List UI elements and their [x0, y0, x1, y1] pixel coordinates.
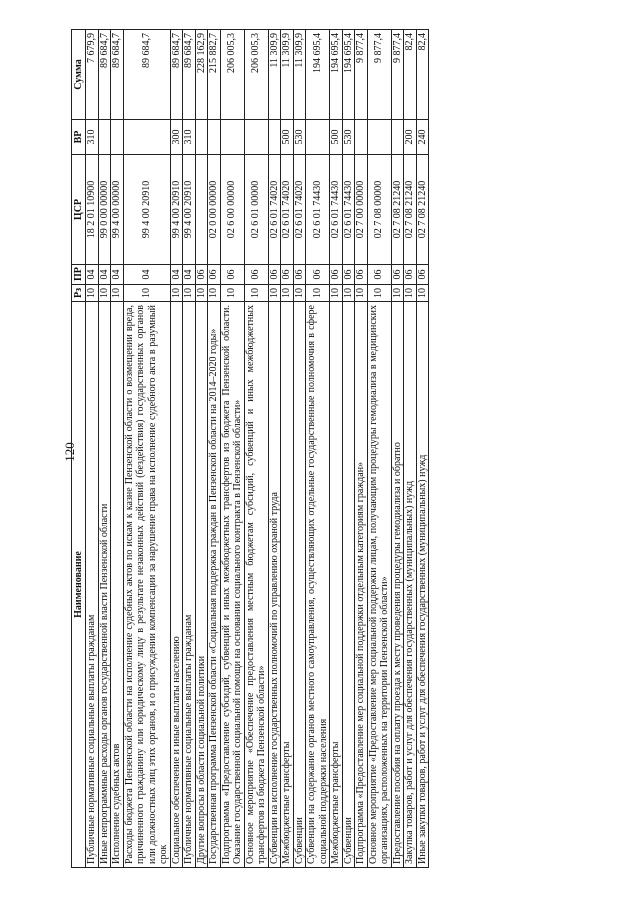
- cell-rz: 10: [268, 285, 281, 302]
- table-row: [330, 30, 343, 868]
- table-row: [416, 30, 429, 868]
- cell-csr: [195, 155, 208, 265]
- cell-vr: [367, 120, 391, 155]
- cell-name: Межбюджетные трансферты: [281, 302, 294, 868]
- cell-vr: [355, 120, 368, 155]
- cell-sum: 82,4: [416, 30, 429, 120]
- cell-rz: 10: [244, 285, 268, 302]
- cell-csr: 02 7 00 00000: [355, 155, 368, 265]
- cell-sum: 89 684,7: [111, 30, 124, 120]
- table-row: [281, 30, 294, 868]
- cell-pr: 06: [355, 265, 368, 285]
- table-row: [355, 30, 368, 868]
- cell-rz: 10: [330, 285, 343, 302]
- cell-pr: 04: [86, 265, 99, 285]
- cell-csr: 02 6 01 74020: [268, 155, 281, 265]
- cell-rz: 10: [195, 285, 208, 302]
- cell-vr: [244, 120, 268, 155]
- cell-rz: 10: [170, 285, 183, 302]
- table-row: [208, 30, 221, 868]
- header-sum: Сумма: [72, 30, 86, 120]
- budget-table-container: [71, 30, 597, 868]
- cell-rz: 10: [355, 285, 368, 302]
- cell-name: Подпрограмма «Предоставление мер социальной поддержки отдельным категориям граждан»: [355, 302, 368, 868]
- cell-name: Расходы бюджета Пензенской области на исполнение судебных актов по искам к казне Пензенской области о возмещении вреда, причиненного гражданину или юридическому лицу в результате незаконных действий (бездействия) государственных органов или должностных лиц этих органов, и о присуждении компенсации за нарушение права на исполнение судебного акта в разумный срок: [123, 302, 170, 868]
- cell-vr: [111, 120, 124, 155]
- cell-rz: 10: [220, 285, 244, 302]
- cell-sum: 7 679,9: [86, 30, 99, 120]
- table-row: [404, 30, 417, 868]
- cell-vr: 200: [404, 120, 417, 155]
- table-row: [306, 30, 330, 868]
- table-row: [98, 30, 111, 868]
- table-row: [183, 30, 196, 868]
- cell-name: Межбюджетные трансферты: [330, 302, 343, 868]
- cell-rz: 10: [404, 285, 417, 302]
- table-row: [244, 30, 268, 868]
- cell-pr: 06: [404, 265, 417, 285]
- table-row: [195, 30, 208, 868]
- table-row: [220, 30, 244, 868]
- table-header-row: [72, 30, 86, 868]
- cell-rz: 10: [86, 285, 99, 302]
- header-rz: Рз: [72, 285, 86, 302]
- cell-vr: 500: [281, 120, 294, 155]
- cell-pr: 04: [111, 265, 124, 285]
- cell-csr: 99 4 00 00000: [111, 155, 124, 265]
- cell-vr: 310: [183, 120, 196, 155]
- cell-pr: 06: [220, 265, 244, 285]
- cell-csr: 99 0 00 00000: [98, 155, 111, 265]
- cell-csr: 02 7 08 00000: [367, 155, 391, 265]
- cell-name: Социальное обеспечение и иные выплаты населению: [170, 302, 183, 868]
- cell-name: Субвенции: [342, 302, 355, 868]
- cell-pr: 06: [306, 265, 330, 285]
- cell-pr: 04: [123, 265, 170, 285]
- table-row: [170, 30, 183, 868]
- cell-rz: 10: [416, 285, 429, 302]
- cell-csr: 02 6 01 74430: [330, 155, 343, 265]
- cell-name: Публичные нормативные социальные выплаты гражданам: [183, 302, 196, 868]
- table-row: [342, 30, 355, 868]
- cell-rz: 10: [306, 285, 330, 302]
- cell-sum: 194 695,4: [306, 30, 330, 120]
- page-number: 120: [62, 442, 77, 462]
- cell-csr: 99 4 00 20910: [123, 155, 170, 265]
- cell-rz: 10: [98, 285, 111, 302]
- cell-sum: 215 882,7: [208, 30, 221, 120]
- cell-pr: 06: [281, 265, 294, 285]
- cell-pr: 04: [183, 265, 196, 285]
- cell-sum: 9 877,4: [355, 30, 368, 120]
- cell-rz: 10: [208, 285, 221, 302]
- cell-csr: 02 6 01 74430: [342, 155, 355, 265]
- table-row: [86, 30, 99, 868]
- cell-csr: 02 6 01 00000: [244, 155, 268, 265]
- cell-csr: 99 4 00 20910: [170, 155, 183, 265]
- cell-vr: 300: [170, 120, 183, 155]
- cell-sum: 89 684,7: [170, 30, 183, 120]
- cell-sum: 9 877,4: [391, 30, 404, 120]
- cell-pr: 06: [367, 265, 391, 285]
- cell-csr: 18 2 01 10900: [86, 155, 99, 265]
- cell-rz: 10: [183, 285, 196, 302]
- cell-name: Иные непрограммные расходы органов государственной власти Пензенской области: [98, 302, 111, 868]
- cell-rz: 10: [111, 285, 124, 302]
- cell-rz: 10: [123, 285, 170, 302]
- cell-pr: 06: [330, 265, 343, 285]
- cell-sum: 11 309,9: [293, 30, 306, 120]
- cell-name: Закупка товаров, работ и услуг для обеспечения государственных (муниципальных) нужд: [404, 302, 417, 868]
- cell-csr: 02 6 01 74020: [293, 155, 306, 265]
- cell-name: Субвенции: [293, 302, 306, 868]
- cell-rz: 10: [293, 285, 306, 302]
- cell-vr: [268, 120, 281, 155]
- cell-name: Исполнение судебных актов: [111, 302, 124, 868]
- cell-rz: 10: [367, 285, 391, 302]
- cell-vr: 240: [416, 120, 429, 155]
- cell-sum: 89 684,7: [98, 30, 111, 120]
- header-vr: ВР: [72, 120, 86, 155]
- cell-vr: [208, 120, 221, 155]
- cell-vr: [98, 120, 111, 155]
- header-csr: ЦСР: [72, 155, 86, 265]
- cell-rz: 10: [391, 285, 404, 302]
- table-row: [111, 30, 124, 868]
- cell-csr: 02 6 01 74430: [306, 155, 330, 265]
- cell-pr: 06: [342, 265, 355, 285]
- budget-table: [71, 29, 429, 868]
- cell-sum: 89 684,7: [183, 30, 196, 120]
- cell-sum: 82,4: [404, 30, 417, 120]
- cell-name: Публичные нормативные социальные выплаты гражданам: [86, 302, 99, 868]
- cell-sum: 194 695,4: [330, 30, 343, 120]
- cell-sum: 89 684,7: [123, 30, 170, 120]
- cell-name: Государственная программа Пензенской области «Социальная поддержка граждан в Пензенской области на 2014–2020 годы»: [208, 302, 221, 868]
- table-row: [293, 30, 306, 868]
- cell-csr: 02 0 00 00000: [208, 155, 221, 265]
- cell-csr: 02 7 08 21240: [404, 155, 417, 265]
- cell-vr: [391, 120, 404, 155]
- cell-csr: 02 7 08 21240: [416, 155, 429, 265]
- cell-sum: 11 309,9: [268, 30, 281, 120]
- cell-csr: 02 7 08 21240: [391, 155, 404, 265]
- cell-pr: 04: [170, 265, 183, 285]
- cell-pr: 06: [416, 265, 429, 285]
- cell-vr: [220, 120, 244, 155]
- cell-pr: 04: [98, 265, 111, 285]
- cell-pr: 06: [244, 265, 268, 285]
- cell-pr: 06: [293, 265, 306, 285]
- cell-name: Субвенции на исполнение государственных полномочий по управлению охраной труда: [268, 302, 281, 868]
- header-pr: ПР: [72, 265, 86, 285]
- cell-csr: 02 6 01 74020: [281, 155, 294, 265]
- header-name: Наименование: [72, 302, 86, 868]
- cell-sum: 11 309,9: [281, 30, 294, 120]
- cell-name: Подпрограмма «Предоставление субсидий, субвенций и иных межбюджетных трансфертов из бюджета Пензенской области. Оказание государственной социальной помощи на основании социального контракта в Пензенской области»: [220, 302, 244, 868]
- cell-sum: 228 162,9: [195, 30, 208, 120]
- cell-sum: 194 695,4: [342, 30, 355, 120]
- cell-vr: 500: [330, 120, 343, 155]
- cell-name: Субвенции на содержание органов местного самоуправления, осуществляющих отдельные государственные полномочия в сфере социальной поддержки населения: [306, 302, 330, 868]
- cell-csr: 02 6 00 00000: [220, 155, 244, 265]
- cell-sum: 206 005,3: [220, 30, 244, 120]
- cell-vr: 530: [342, 120, 355, 155]
- table-row: [268, 30, 281, 868]
- cell-name: Другие вопросы в области социальной политики: [195, 302, 208, 868]
- cell-vr: 530: [293, 120, 306, 155]
- cell-csr: 99 4 00 20910: [183, 155, 196, 265]
- cell-name: Иные закупки товаров, работ и услуг для обеспечения государственных (муниципальных) нужд: [416, 302, 429, 868]
- cell-pr: 06: [195, 265, 208, 285]
- table-row: [391, 30, 404, 868]
- cell-pr: 06: [208, 265, 221, 285]
- cell-name: Предоставление пособия на оплату проезда к месту проведения процедуры гемодиализа и обратно: [391, 302, 404, 868]
- cell-vr: [123, 120, 170, 155]
- cell-pr: 06: [268, 265, 281, 285]
- table-row: [123, 30, 170, 868]
- cell-rz: 10: [281, 285, 294, 302]
- cell-name: Основное мероприятие «Обеспечение предоставления местным бюджетам субсидий, субвенций и иных межбюджетных трансфертов из бюджета Пензенской области»: [244, 302, 268, 868]
- cell-rz: 10: [342, 285, 355, 302]
- cell-vr: [195, 120, 208, 155]
- cell-sum: 9 877,4: [367, 30, 391, 120]
- cell-vr: 310: [86, 120, 99, 155]
- cell-name: Основное мероприятие «Предоставление мер социальной поддержки лицам, получающим процедуры гемодиализа в медицинских организациях, расположенных на территории Пензенской области»: [367, 302, 391, 868]
- cell-vr: [306, 120, 330, 155]
- cell-sum: 206 005,3: [244, 30, 268, 120]
- table-row: [367, 30, 391, 868]
- cell-pr: 06: [391, 265, 404, 285]
